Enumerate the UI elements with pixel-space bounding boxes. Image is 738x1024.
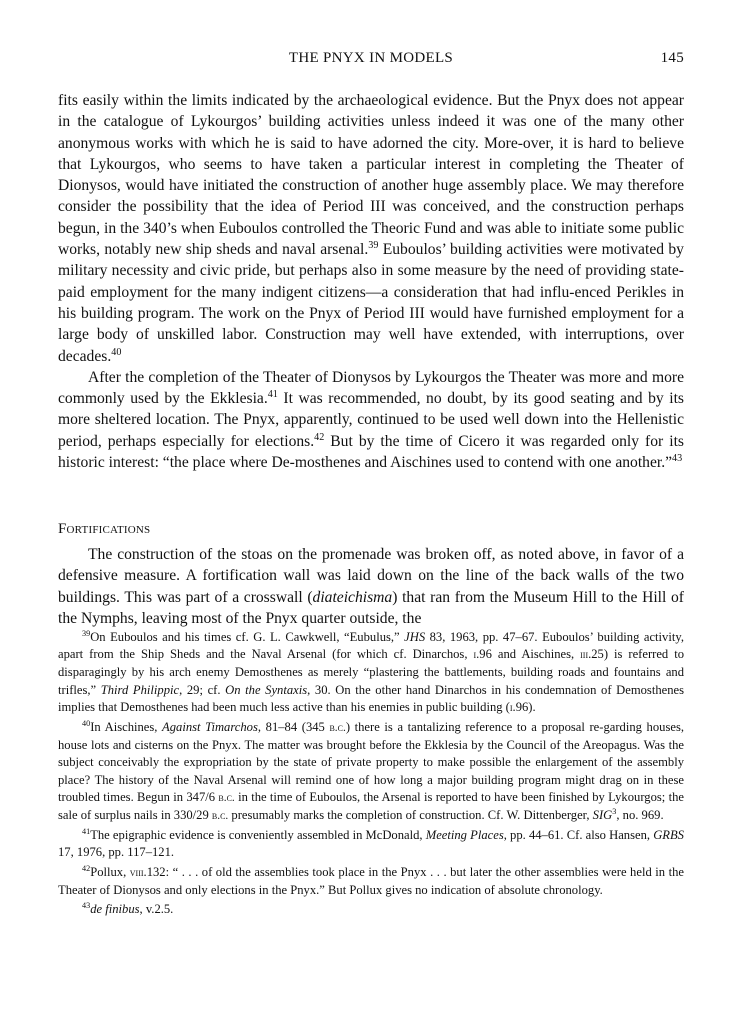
footnote-43: $^{43}$de finibus, v.2.5. [82, 901, 174, 917]
footnotes [58, 629, 684, 920]
footnote-ref-40[interactable]: 40 [111, 346, 122, 358]
paragraph-2: After the completion of the Theater of Dionysos by Lykourgos the Theater was more and more commonly used by the Ekklesia.$^{41}$ It was recommended, no doubt, by its good seating and by its more sheltered location. The Pnyx, apparently, continued to be used well down into the Hellenistic period, perhaps especially for elections.$^{42}$ But by the time of Cicero it was regarded only for its historic interest: “the place where De-mosthenes and Aischines used to contend with one another.”$^{43}$ [58, 368, 684, 472]
section-text [58, 544, 684, 629]
paragraph-1: fits easily within the limits indicated by the archaeological evidence. But the Pnyx does not appear in the catalogue of Lykourgos’ building activities unless indeed it was one of the many other anonymous works with which he is said to have adorned the city. More-over, it is hard to believe that Lykourgos, who seems to have taken a particular interest in completing the Theater of Dionysos, would have initiated the construction of another huge assembly place. We may therefore consider the possibility that the idea of Period III was conceived, and the construction perhaps begun, in the 340’s when Euboulos controlled the Theoric Fund and was able to initiate some public works, notably new ship sheds and naval arsenal.$^{39}$ Euboulos’ building activities were motivated by military necessity and civic pride, but perhaps also in some measure by the need of providing state-paid employment for the many indigent citizens—a consideration that had influ-enced Perikles in his building program. The work on the Pnyx of Period III would have furnished employment for a large body of unskilled labor. Construction may well have extended, with interruptions, over decades.$^{40}$ [58, 92, 684, 365]
footnote-ref-42[interactable]: 42 [314, 431, 325, 443]
running-head [58, 50, 684, 72]
footnote-41: $^{41}$The epigraphic evidence is conveniently assembled in McDonald, Meeting Places, pp. 44–61. Cf. also Hansen, GRBS 17, 1976, pp. 117–121. [58, 827, 684, 860]
footnote-42: $^{42}$Pollux, viii.132: “ . . . of old the assemblies took place in the Pnyx . . . but later the other assemblies were held in the Theater of Dionysos and only elections in the Pnyx.” But Pollux gives no indication of absolute chronology. [58, 863, 684, 897]
footnote-39: $^{39}$On Euboulos and his times cf. G. L. Cawkwell, “Eubulus,” JHS 83, 1963, pp. 47–67. Euboulos’ building activity, apart from the Ship Sheds and the Naval Arsenal (for which cf. Dinarchos, i.96 and Aischines, iii.25) is referred to disparagingly by his arch enemy Demosthenes as merely “plastering the battlements, building roads and fountains and trifles,” Third Philippic, 29; cf. On the Syntaxis, 30. On the other hand Dinarchos in his condemnation of Demosthenes implies that Demosthenes had been much less active than his enemies in public building (i.96). [58, 629, 684, 714]
footnote-ref-39[interactable]: 39 [368, 240, 379, 251]
footnote-40: $^{40}$In Aischines, Against Timarchos, 81–84 (345 b.c.) there is a tantalizing reference to a proposal re-garding houses, house lots and cisterns on the Pnyx. The matter was brought before the Ekklesia by the Council of the Areopagus. Was the subject conceivably the expropriation by the state of private property to make possible the enlargement of the assembly place? The history of the Naval Arsenal will remind one of how long a major building program might drag on in these troubled times. Begun in 347/6 b.c. in the time of Euboulos, the Arsenal is reported to have been finished by Lykourgos; the sale of surplus nails in 330/29 b.c. presumably marks the completion of construction. Cf. W. Dittenberger, SIG$^3$, no. 969. [58, 719, 684, 823]
page-number: 145 [660, 50, 684, 66]
section-heading: Fortifications [58, 521, 151, 537]
footnote-ref-41[interactable]: 41 [267, 389, 278, 401]
running-head-title: THE PNYX IN MODELS [288, 50, 454, 66]
section-paragraph: The construction of the stoas on the promenade was broken off, as noted above, in favor of a defensive measure. A fortification wall was laid down on the line of the back walls of the two buildings. This was part of a crosswall (diateichisma) that ran from the Museum Hill to the Hill of the Nymphs, leaving most of the Pnyx quarter outside, the [58, 546, 684, 627]
footnote-ref-43[interactable]: 43 [672, 452, 683, 464]
body-text [58, 90, 684, 473]
